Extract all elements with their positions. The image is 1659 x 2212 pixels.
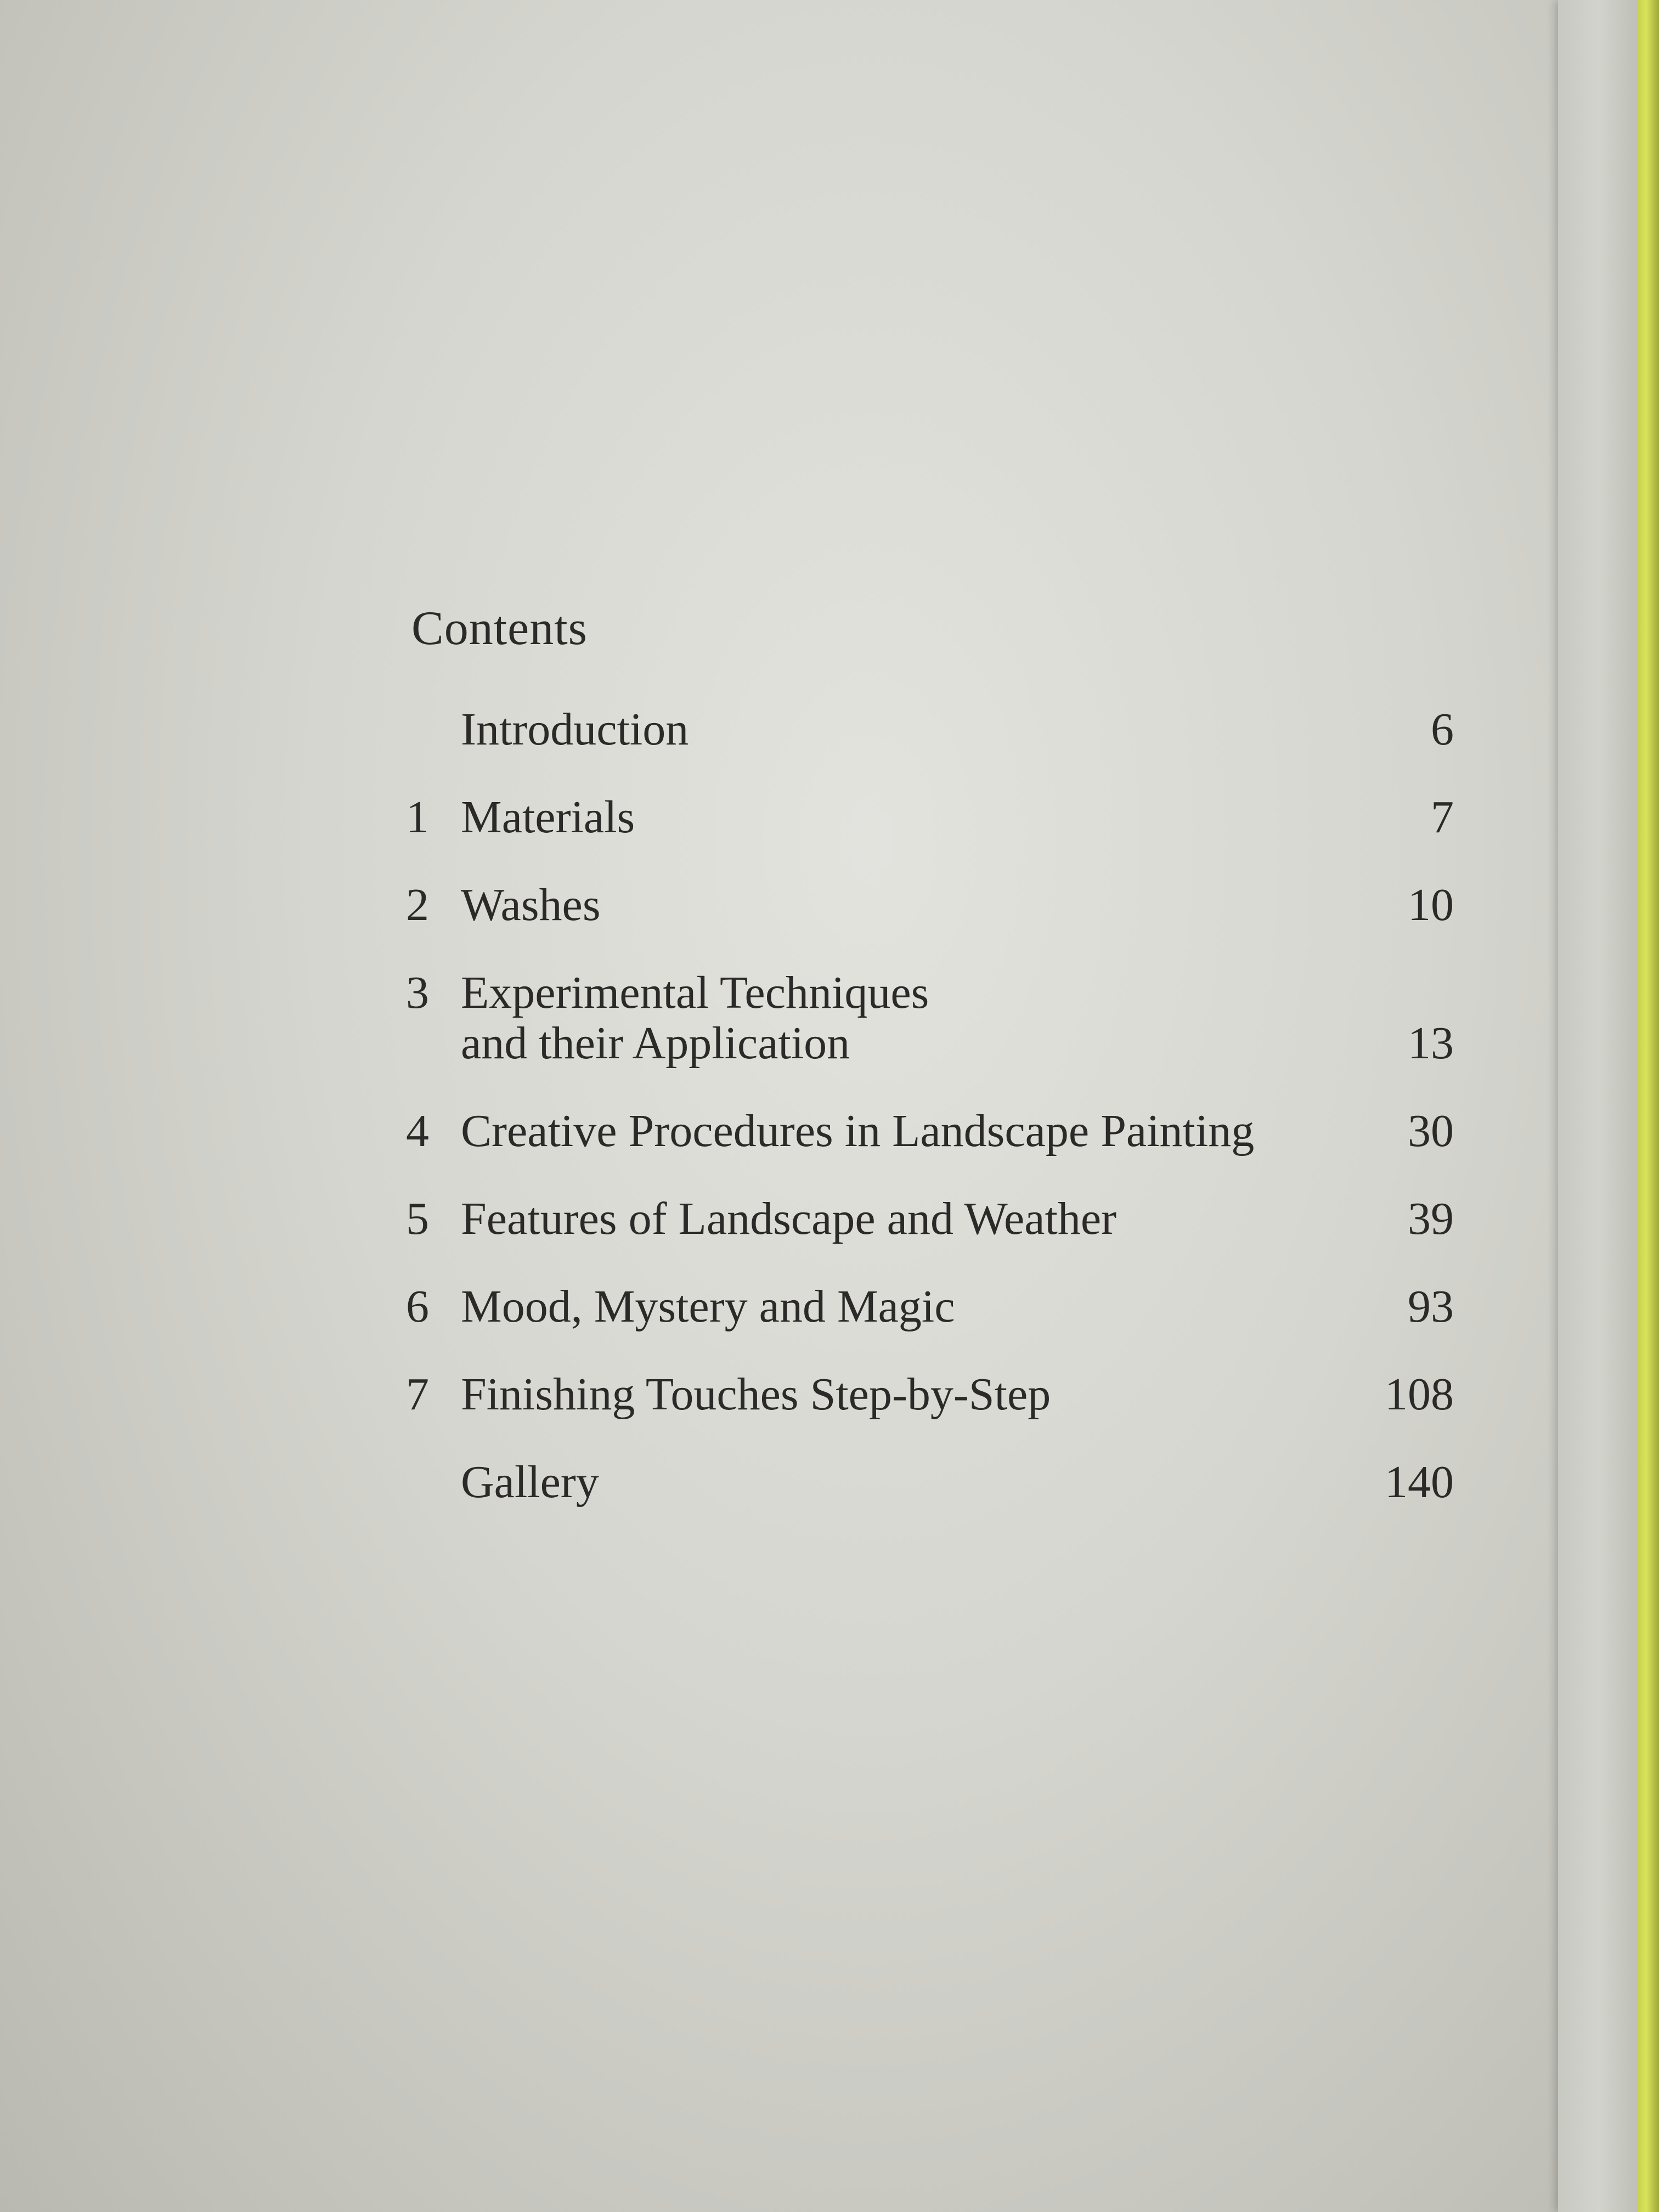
chapter-number: 2 bbox=[406, 879, 429, 930]
toc-entry-creative-procedures bbox=[406, 1106, 1531, 1156]
chapter-number: 7 bbox=[406, 1369, 429, 1420]
toc-entry-finishing-touches bbox=[406, 1369, 1531, 1420]
toc-entry-introduction bbox=[406, 704, 1531, 755]
chapter-title-line-1: Experimental Techniques bbox=[461, 967, 929, 1018]
page-number: 140 bbox=[1385, 1457, 1454, 1508]
page-number: 93 bbox=[1408, 1281, 1454, 1332]
page-number: 30 bbox=[1408, 1105, 1454, 1156]
adjacent-page-edge bbox=[1558, 0, 1640, 2212]
chapter-title bbox=[461, 968, 1377, 1069]
chapter-number: 4 bbox=[406, 1105, 429, 1156]
chapter-title: Gallery bbox=[461, 1457, 599, 1508]
chapter-title: Introduction bbox=[461, 704, 689, 755]
toc-entry-experimental-techniques bbox=[406, 968, 1531, 1069]
chapter-title: Mood, Mystery and Magic bbox=[461, 1281, 955, 1332]
page-number: 10 bbox=[1408, 879, 1454, 930]
page-number: 6 bbox=[1431, 704, 1454, 755]
chapter-number: 6 bbox=[406, 1281, 429, 1332]
book-cover-edge bbox=[1638, 0, 1659, 2212]
toc-entry-features-of-landscape bbox=[406, 1194, 1531, 1244]
contents-heading: Contents bbox=[411, 602, 588, 655]
chapter-title: Finishing Touches Step-by-Step bbox=[461, 1369, 1051, 1420]
table-of-contents bbox=[406, 601, 1531, 1545]
chapter-title: Materials bbox=[461, 792, 635, 843]
chapter-title: Creative Procedures in Landscape Painting bbox=[461, 1105, 1255, 1156]
page-number: 13 bbox=[1408, 1018, 1454, 1069]
chapter-number: 3 bbox=[406, 967, 429, 1018]
page-number: 7 bbox=[1431, 792, 1454, 843]
toc-entry-gallery bbox=[406, 1457, 1531, 1508]
chapter-number: 1 bbox=[406, 792, 429, 843]
chapter-title: Features of Landscape and Weather bbox=[461, 1193, 1117, 1244]
page-number: 108 bbox=[1385, 1369, 1454, 1420]
chapter-number: 5 bbox=[406, 1193, 429, 1244]
toc-entry-materials bbox=[406, 792, 1531, 843]
page-number: 39 bbox=[1408, 1193, 1454, 1244]
chapter-title-line-2: and their Application bbox=[461, 1018, 850, 1069]
toc-entry-mood-mystery-magic bbox=[406, 1282, 1531, 1332]
toc-entry-washes bbox=[406, 880, 1531, 930]
chapter-title: Washes bbox=[461, 879, 601, 930]
